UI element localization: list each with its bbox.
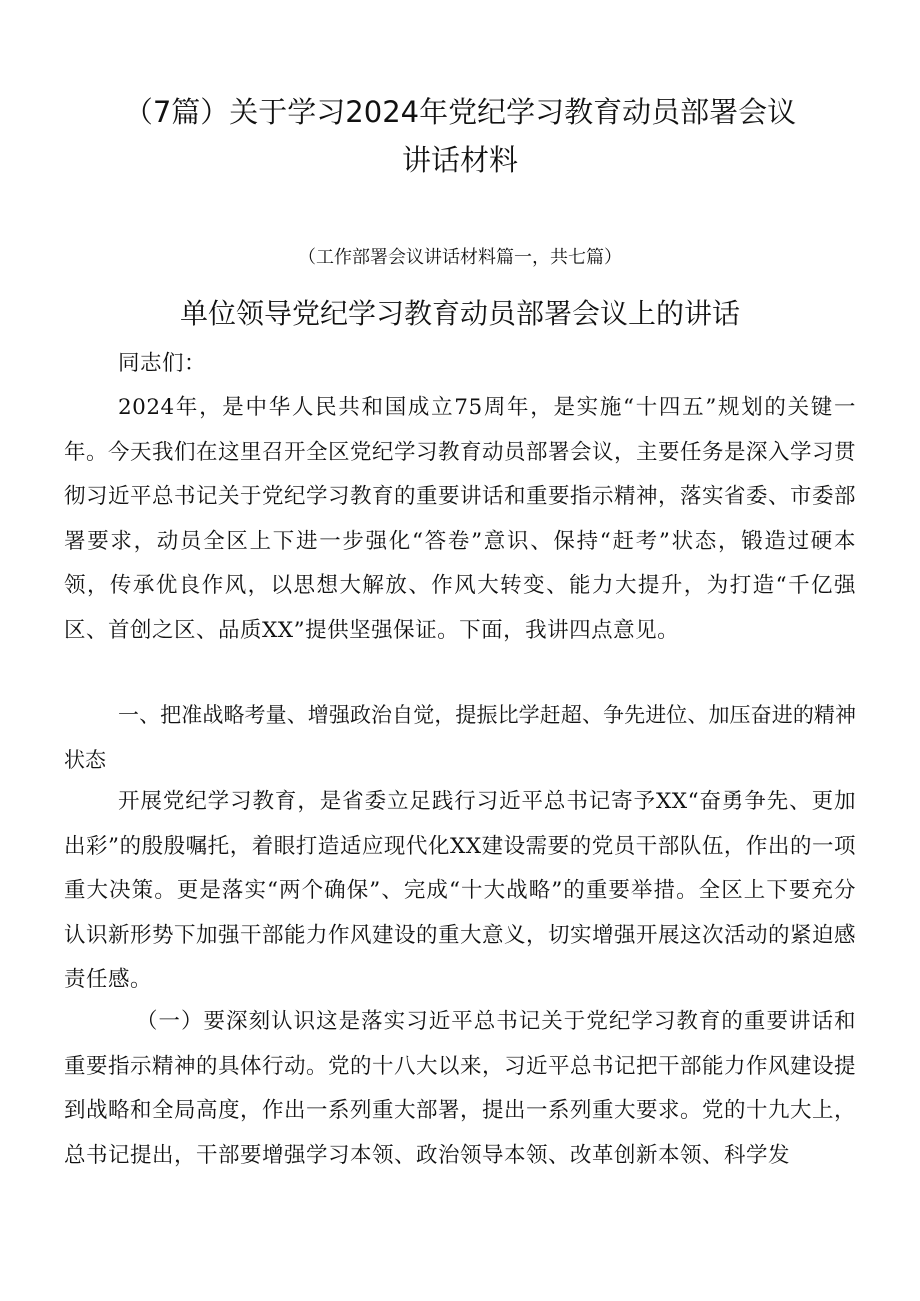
- paragraph-subsection-1: （一）要深刻认识这是落实习近平总书记关于党纪学习教育的重要讲话和重要指示精神的具体行动。党的十八大以来，习近平总书记把干部能力作风建设提到战略和全局高度，作出一系列重大部署，提出一系列重大要求。党的十九大上，总书记提出，干部要增强学习本领、政治领导本领、改革创新本领、科学发: [64, 1009, 857, 1168]
- greeting: 同志们：: [118, 351, 207, 376]
- document-title-line-2: 讲话材料: [401, 143, 518, 177]
- speech-title: 单位领导党纪学习教育动员部署会议上的讲话: [179, 297, 740, 330]
- section-heading-1: 一、把准战略考量、增强政治自觉，提振比学赶超、争先进位、加压奋进的精神状态: [64, 703, 856, 772]
- document-title: [90, 88, 830, 184]
- document-title-line-1: （7篇）关于学习2024年党纪学习教育动员部署会议: [123, 95, 797, 129]
- paragraph-intro: 2024年，是中华人民共和国成立75周年，是实施“十四五”规划的关键一年。今天我们在这里召开全区党纪学习教育动员部署会议，主要任务是深入学习贯彻习近平总书记关于党纪学习教育的重要讲话和重要指示精神，落实省委、市委部署要求，动员全区上下进一步强化“答卷”意识、保持“赶考”状态，锻造过硬本领，传承优良作风，以思想大解放、作风大转变、能力大提升，为打造“千亿强区、首创之区、品质XX”提供坚强保证。下面，我讲四点意见。: [64, 395, 857, 643]
- paragraph-section-1: 开展党纪学习教育，是省委立足践行习近平总书记寄予XX“奋勇争先、更加出彩”的殷殷嘱托，着眼打造适应现代化XX建设需要的党员干部队伍，作出的一项重大决策。更是落实“两个确保”、完成“十大战略”的重要举措。全区上下要充分认识新形势下加强干部能力作风建设的重大意义，切实增强开展这次活动的紧迫感责任感。: [64, 789, 857, 993]
- document-subtitle: （工作部署会议讲话材料篇一，共七篇）: [298, 247, 622, 268]
